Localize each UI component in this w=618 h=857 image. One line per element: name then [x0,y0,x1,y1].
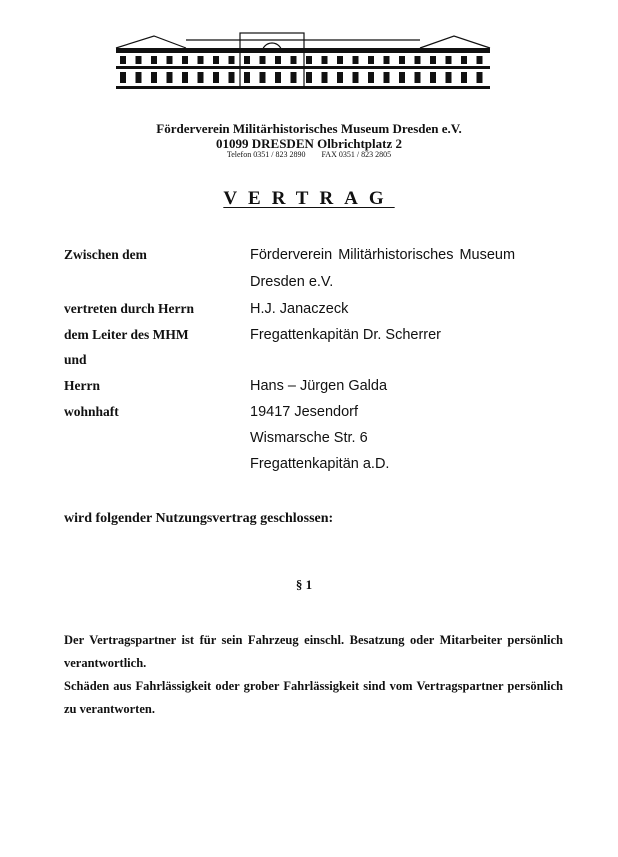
building-window [244,56,250,64]
building-window [430,72,436,83]
building-window [136,56,142,64]
building-window [461,72,467,83]
party-label: Zwischen dem [64,247,147,262]
building-window [384,72,390,83]
building-window [229,72,235,83]
document-title: VERTRAG [223,188,395,209]
party-label: und [64,352,87,367]
building-window [167,56,173,64]
building-window [229,56,235,64]
org-contact [0,150,618,159]
building-window [151,72,157,83]
section-heading: § 1 [295,577,313,592]
building-window [353,56,359,64]
party-value: Fregattenkapitän a.D. [250,456,390,472]
paragraph: Der Vertragspartner ist für sein Fahrzeug einschl. Besatzung oder Mitarbeiter persönlich verantwortlich. [64,633,563,670]
building-window [260,56,266,64]
party-label: vertreten durch Herrn [64,301,194,316]
building-window [430,56,436,64]
fax: FAX 0351 / 823 2805 [321,150,392,159]
building-window [213,72,219,83]
building-window [120,72,126,83]
building-window [477,56,483,64]
building-window [244,72,250,83]
building-window [399,56,405,64]
party-value: Wismarsche Str. 6 [250,430,368,446]
building-window [213,56,219,64]
party-value: Förderverein Militärhistorisches Museum [250,247,516,263]
party-value: Hans – Jürgen Galda [250,378,388,394]
phone: Telefon 0351 / 823 2890 [226,150,306,159]
party-label: Herrn [64,378,100,393]
building-window [136,72,142,83]
building-window [306,72,312,83]
building-window [368,72,374,83]
museum-building-logo [114,28,492,90]
building-window [291,56,297,64]
building-window [167,72,173,83]
building-window [198,72,204,83]
party-value: H.J. Janaczeck [250,301,349,317]
building-window [120,56,126,64]
building-window [260,72,266,83]
building-window [322,72,328,83]
party-value: Fregattenkapitän Dr. Scherrer [250,327,442,343]
building-window [384,56,390,64]
building-window [275,72,281,83]
building-window [477,72,483,83]
building-window [415,56,421,64]
building-window [275,56,281,64]
party-value: 19417 Jesendorf [250,404,359,420]
building-window [306,56,312,64]
building-window [399,72,405,83]
building-window [337,56,343,64]
building-window [322,56,328,64]
building-window [151,56,157,64]
building-window [415,72,421,83]
building-window [337,72,343,83]
building-window [198,56,204,64]
party-value: Dresden e.V. [250,274,334,290]
org-address: 01099 DRESDEN Olbrichtplatz 2 [216,136,402,151]
org-name: Förderverein Militärhistorisches Museum Dresden e.V. [156,121,462,136]
building-window [368,56,374,64]
building-window [182,56,188,64]
paragraph: Schäden aus Fahrlässigkeit oder grober Fahrlässigkeit sind vom Vertragspartner persönlich zu verantworten. [64,679,563,716]
building-window [461,56,467,64]
building-window [446,72,452,83]
building-window [353,72,359,83]
building-window [182,72,188,83]
party-label: dem Leiter des MHM [64,327,189,342]
contract-intro: wird folgender Nutzungsvertrag geschlossen: [64,511,334,526]
building-window [291,72,297,83]
building-window [446,56,452,64]
party-label: wohnhaft [64,404,119,419]
